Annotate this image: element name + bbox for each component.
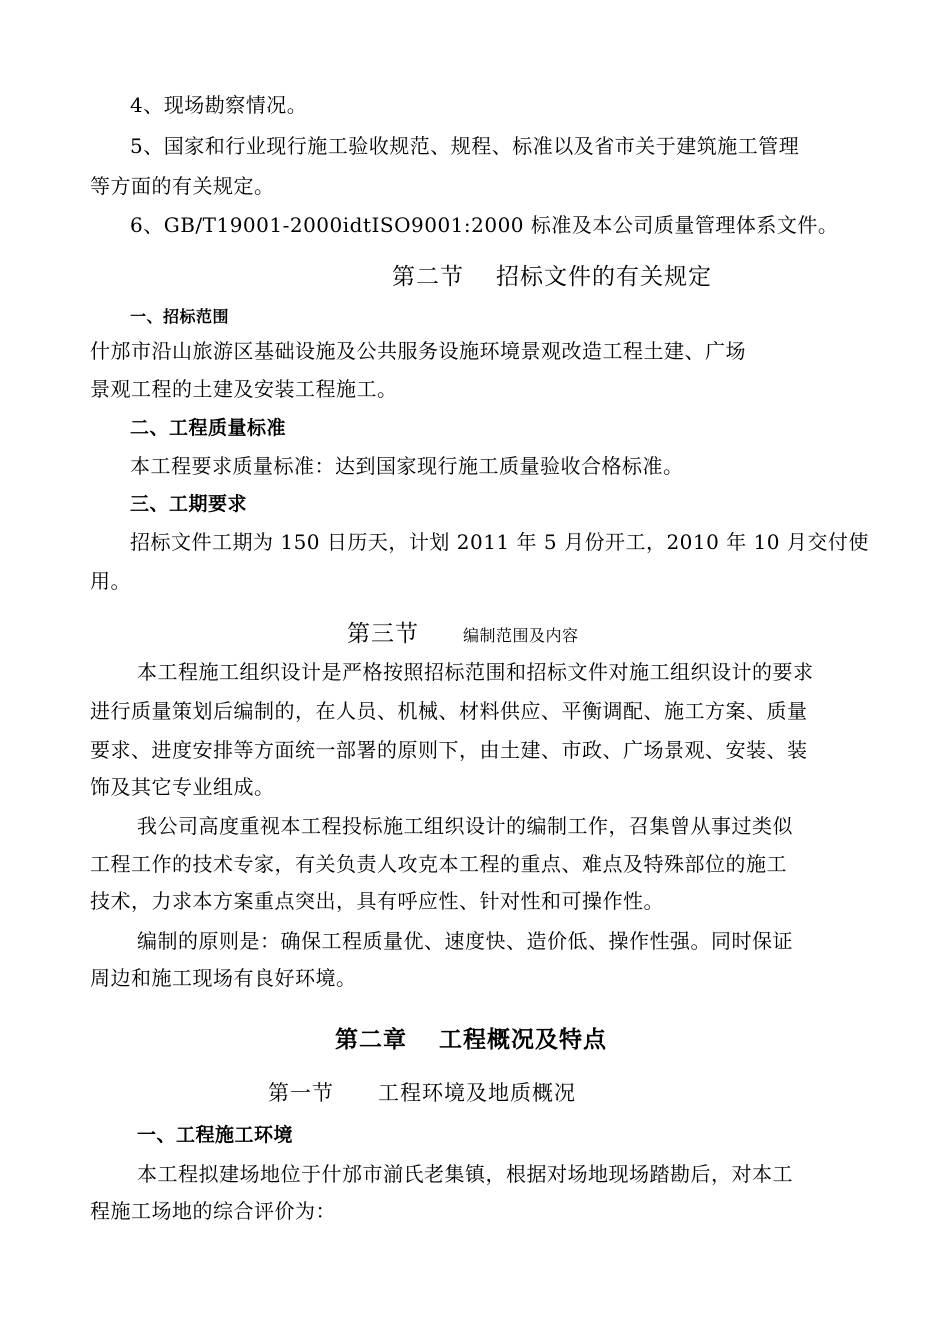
section-number: 第三节 [347,621,419,647]
section-title: 工程环境及地质概况 [378,1081,576,1105]
paragraph-line: 招标文件工期为 150 日历天，计划 2011 年 5 月份开工，2010 年 10 月交付使 [130,530,869,554]
subsection-heading: 一、招标范围 [130,307,230,326]
section-title: 招标文件的有关规定 [496,264,712,290]
list-item: 6、GB/T19001-2000idtISO9001:2000 标准及本公司质量管理体系文件。 [130,213,839,237]
paragraph-line: 工程工作的技术专家，有关负责人攻克本工程的重点、难点及特殊部位的施工 [90,852,787,876]
paragraph-line: 编制的原则是：确保工程质量优、速度快、造价低、操作性强。同时保证 [137,929,793,953]
paragraph-line: 本工程要求质量标准：达到国家现行施工质量验收合格标准。 [130,454,684,478]
paragraph-line: 用。 [90,569,131,593]
section-number: 第一节 [268,1081,334,1105]
chapter-heading [335,1024,607,1056]
subsection-heading: 二、工程质量标准 [130,417,287,439]
chapter-number: 第二章 [335,1027,407,1053]
paragraph-line: 进行质量策划后编制的，在人员、机械、材料供应、平衡调配、施工方案、质量 [90,699,808,723]
paragraph-line: 饰及其它专业组成。 [90,775,275,799]
subsection-heading: 三、工期要求 [130,493,248,515]
section-heading [392,261,712,293]
paragraph-line: 我公司高度重视本工程投标施工组织设计的编制工作，召集曾从事过类似 [137,814,793,838]
paragraph-line: 程施工场地的综合评价为： [90,1199,336,1223]
paragraph-line: 本工程施工组织设计是严格按照招标范围和招标文件对施工组织设计的要求 [137,660,814,684]
paragraph-line: 要求、进度安排等方面统一部署的原则下，由土建、市政、广场景观、安装、装 [90,738,808,762]
section-number: 第二节 [392,264,464,290]
section-heading [268,1077,576,1109]
paragraph-line: 景观工程的土建及安装工程施工。 [90,377,398,401]
subsection-heading: 一、工程施工环境 [137,1124,294,1146]
list-item: 5、国家和行业现行施工验收规范、规程、标准以及省市关于建筑施工管理 [130,134,800,158]
paragraph-line: 本工程拟建场地位于什邡市湔氏老集镇，根据对场地现场踏勘后，对本工 [137,1162,793,1186]
list-item: 4、现场勘察情况。 [130,93,308,117]
chapter-title: 工程概况及特点 [439,1027,607,1053]
list-item-continuation: 等方面的有关规定。 [90,174,275,198]
paragraph-line: 技术，力求本方案重点突出，具有呼应性、针对性和可操作性。 [90,889,664,913]
paragraph-line: 什邡市沿山旅游区基础设施及公共服务设施环境景观改造工程土建、广场 [90,339,746,363]
section-heading [347,618,579,650]
paragraph-line: 周边和施工现场有良好环境。 [90,966,357,990]
section-title: 编制范围及内容 [463,626,579,645]
